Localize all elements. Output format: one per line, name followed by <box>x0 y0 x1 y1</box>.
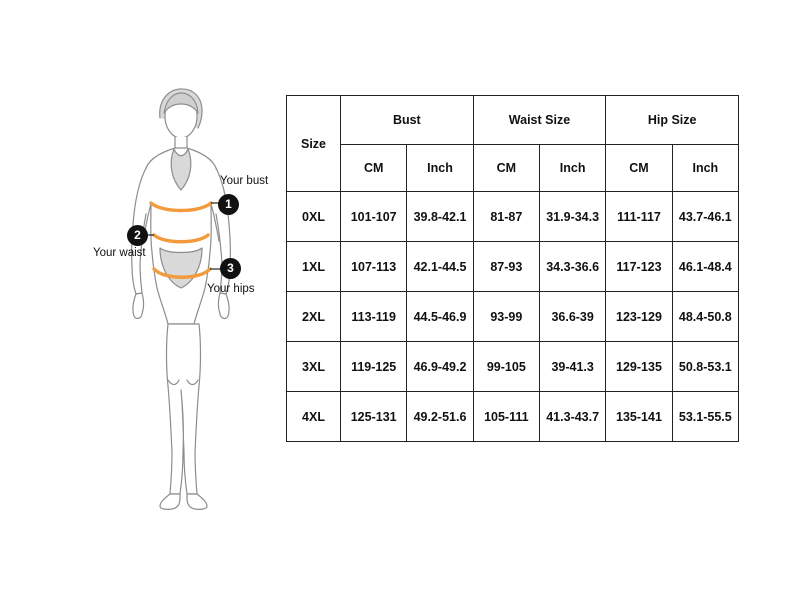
cell-bust-inch: 49.2-51.6 <box>407 392 473 442</box>
callout-bullet-3: 3 <box>220 258 241 279</box>
cell-hip-cm: 123-129 <box>606 292 672 342</box>
header-waist-inch: Inch <box>539 145 605 192</box>
table-row <box>287 392 739 442</box>
callout-bullet-1: 1 <box>218 194 239 215</box>
header-waist-cm: CM <box>473 145 539 192</box>
cell-bust-cm: 101-107 <box>341 192 407 242</box>
cell-waist-cm: 81-87 <box>473 192 539 242</box>
header-hip-cm: CM <box>606 145 672 192</box>
cell-hip-inch: 53.1-55.5 <box>672 392 738 442</box>
cell-hip-inch: 46.1-48.4 <box>672 242 738 292</box>
size-chart-table <box>286 95 739 442</box>
table-row <box>287 342 739 392</box>
cell-waist-inch: 34.3-36.6 <box>539 242 605 292</box>
measurement-figure <box>93 80 290 510</box>
cell-size: 1XL <box>287 242 341 292</box>
cell-bust-cm: 119-125 <box>341 342 407 392</box>
cell-bust-cm: 125-131 <box>341 392 407 442</box>
header-group-hip: Hip Size <box>606 96 739 145</box>
cell-bust-inch: 42.1-44.5 <box>407 242 473 292</box>
header-group-bust: Bust <box>341 96 474 145</box>
callout-label-hips: Your hips <box>207 283 255 295</box>
cell-hip-cm: 129-135 <box>606 342 672 392</box>
cell-size: 3XL <box>287 342 341 392</box>
cell-hip-cm: 111-117 <box>606 192 672 242</box>
cell-hip-cm: 117-123 <box>606 242 672 292</box>
cell-hip-inch: 50.8-53.1 <box>672 342 738 392</box>
header-hip-inch: Inch <box>672 145 738 192</box>
cell-waist-cm: 105-111 <box>473 392 539 442</box>
cell-bust-cm: 107-113 <box>341 242 407 292</box>
header-size: Size <box>287 96 341 192</box>
callout-label-bust: Your bust <box>220 175 269 187</box>
cell-hip-inch: 48.4-50.8 <box>672 292 738 342</box>
table-row <box>287 292 739 342</box>
female-body-illustration <box>110 80 290 510</box>
callout-bullet-2: 2 <box>127 225 148 246</box>
cell-size: 2XL <box>287 292 341 342</box>
cell-waist-inch: 39-41.3 <box>539 342 605 392</box>
header-bust-inch: Inch <box>407 145 473 192</box>
table-header-group-row <box>287 96 739 145</box>
callout-label-waist: Your waist <box>93 247 146 259</box>
cell-size: 0XL <box>287 192 341 242</box>
cell-waist-inch: 36.6-39 <box>539 292 605 342</box>
cell-waist-cm: 87-93 <box>473 242 539 292</box>
table-row <box>287 242 739 292</box>
cell-hip-cm: 135-141 <box>606 392 672 442</box>
table-row <box>287 192 739 242</box>
cell-bust-cm: 113-119 <box>341 292 407 342</box>
cell-bust-inch: 44.5-46.9 <box>407 292 473 342</box>
table-header-unit-row <box>287 145 739 192</box>
cell-waist-inch: 41.3-43.7 <box>539 392 605 442</box>
cell-hip-inch: 43.7-46.1 <box>672 192 738 242</box>
cell-waist-inch: 31.9-34.3 <box>539 192 605 242</box>
header-group-waist: Waist Size <box>473 96 606 145</box>
cell-size: 4XL <box>287 392 341 442</box>
header-bust-cm: CM <box>341 145 407 192</box>
cell-bust-inch: 46.9-49.2 <box>407 342 473 392</box>
cell-waist-cm: 93-99 <box>473 292 539 342</box>
cell-waist-cm: 99-105 <box>473 342 539 392</box>
cell-bust-inch: 39.8-42.1 <box>407 192 473 242</box>
